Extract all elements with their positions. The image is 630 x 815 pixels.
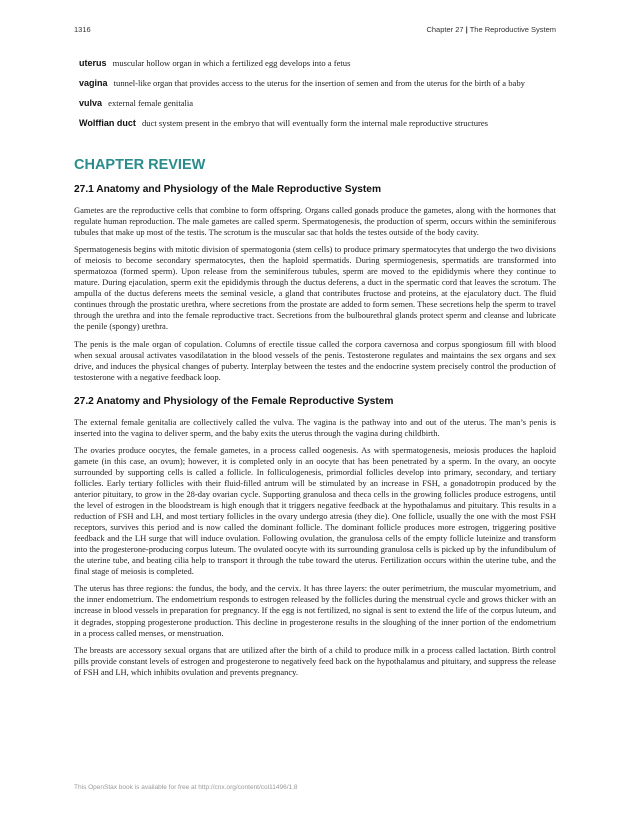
section-heading: 27.2 Anatomy and Physiology of the Female Reproductive System [74, 395, 394, 407]
glossary-entry-uterus [79, 58, 557, 69]
running-header [74, 25, 556, 34]
glossary-definition: external female genitalia [108, 98, 194, 108]
glossary-definition: muscular hollow organ in which a fertilized egg develops into a fetus [112, 58, 351, 68]
glossary-entry-vagina [79, 78, 557, 89]
chapter-number: Chapter 27 [426, 25, 464, 34]
paragraph: Gametes are the reproductive cells that combine to form offspring. Organs called gonads produce the gametes, along with the hormones that regulate human reproduction. The male gametes are called sperm. Spermatogenesis, the production of sperm, occurs within the seminiferous tubules that make up most of the testis. The scrotum is the muscular sac that holds the testes outside of the body cavity. [74, 205, 556, 238]
section-heading: 27.1 Anatomy and Physiology of the Male Reproductive System [74, 184, 382, 195]
section-male-reproductive-system [74, 184, 556, 383]
page-number: 1316 [74, 25, 91, 34]
chapter-label [426, 25, 556, 34]
paragraph: The external female genitalia are collectively called the vulva. The vagina is the pathway into and out of the uterus. The man’s penis is inserted into the vagina to deliver sperm, and the baby exits the uterus through the vagina during childbirth. [74, 416, 556, 438]
section-female-reproductive-system [74, 396, 556, 678]
glossary-term: vulva [79, 98, 103, 108]
glossary-term: uterus [79, 58, 107, 68]
header-separator: | [465, 25, 468, 34]
page-footer: This OpenStax book is available for free at http://cnx.org/content/col11496/1.8 [74, 784, 298, 791]
glossary-term: Wolffian duct [79, 118, 136, 128]
glossary-list [79, 58, 557, 138]
section-spacer [74, 389, 556, 396]
glossary-entry-vulva [79, 98, 557, 109]
paragraph: The breasts are accessory sexual organs that are utilized after the birth of a child to produce milk in a process called lactation. Birth control pills provide constant levels of estrogen and progesterone to negatively feed back on the hypothalamus and pituitary, and suppress the release of FSH and LH, which inhibits ovulation and prevents pregnancy. [74, 644, 556, 677]
paragraph: The penis is the male organ of copulation. Columns of erectile tissue called the corpora cavernosa and corpus spongiosum fill with blood when sexual arousal activates vasodilatation in the blood vessels of the penis. Testosterone regulates and maintains the sex organs and sex drive, and induces the physical changes of puberty. Interplay between the testes and the endocrine system precisely control the production of testosterone with a negative feedback loop. [74, 338, 556, 382]
glossary-entry-wolffian-duct [79, 118, 557, 129]
paragraph: The ovaries produce oocytes, the female gametes, in a process called oogenesis. As with spermatogenesis, meiosis produces the haploid gamete (in this case, an ovum); however, it is completed only in an oocyte that has been penetrated by a sperm. In the ovary, an oocyte surrounded by supporting cells is called a follicle. In folliculogenesis, primordial follicles develop into primary, secondary, and tertiary follicles. Early tertiary follicles with their fluid-filled antrum will be stimulated by an increase in FSH, a gonadotropin produced by the anterior pituitary, to grow in the 28-day ovarian cycle. Supporting granulosa and theca cells in the growing follicles produce estrogens, until the level of estrogen in the bloodstream is high enough that it triggers negative feedback at the hypothalamus and pituitary. This results in a reduction of FSH and LH, and most tertiary follicles in the ovary undergo atresia (they die). One follicle, usually the one with the most FSH receptors, survives this period and is now called the dominant follicle. The dominant follicle produces more estrogen, triggering positive feedback and the LH surge that will induce ovulation. Following ovulation, the granulosa cells of the empty follicle luteinize and transform into the progesterone-producing corpus luteum. The ovulated oocyte with its surrounding granulosa cells is picked up by the infundibulum of the uterine tube, and beating cilia help to transport it through the tube toward the uterus. Fertilization occurs within the uterine tube, and the final stage of meiosis is completed. [74, 444, 556, 577]
glossary-term: vagina [79, 78, 108, 88]
glossary-definition: tunnel-like organ that provides access to the uterus for the insertion of semen and from the uterus for the birth of a baby [113, 78, 525, 88]
chapter-review-title: CHAPTER REVIEW [74, 157, 206, 173]
paragraph: The uterus has three regions: the fundus, the body, and the cervix. It has three layers: the outer perimetrium, the muscular myometrium, and the inner endometrium. The endometrium responds to estrogen released by the follicles during the menstrual cycle and grows thicker with an increase in blood vessels in preparation for pregnancy. If the egg is not fertilized, no signal is sent to extend the life of the corpus luteum, and it degrades, stopping progesterone production. This decline in progesterone results in the sloughing of the inner portion of the endometrium in a process called menses, or menstruation. [74, 583, 556, 638]
glossary-definition: duct system present in the embryo that will eventually form the internal male reproductive structures [141, 118, 489, 128]
review-content [74, 184, 556, 684]
paragraph: Spermatogenesis begins with mitotic division of spermatogonia (stem cells) to produce primary spermatocytes that undergo the two divisions of meiosis to become secondary spermatocytes, then the haploid spermatids. During spermiogenesis, spermatids are transformed into spermatozoa (formed sperm). Upon release from the seminiferous tubules, sperm are moved to the epididymis where they continue to mature. During ejaculation, sperm exit the epididymis through the ductus deferens, a duct in the spermatic cord that leaves the scrotum. The ampulla of the ductus deferens meets the seminal vesicle, a gland that contributes fructose and proteins, at the ejaculatory duct. The fluid continues through the prostatic urethra, where secretions from the prostate are added to form semen. These secretions help the sperm to travel through the urethra and into the female reproductive tract. Secretions from the bulbourethral glands protect sperm and cleanse and lubricate the penile (spongy) urethra. [74, 244, 556, 332]
chapter-title: The Reproductive System [469, 25, 556, 34]
